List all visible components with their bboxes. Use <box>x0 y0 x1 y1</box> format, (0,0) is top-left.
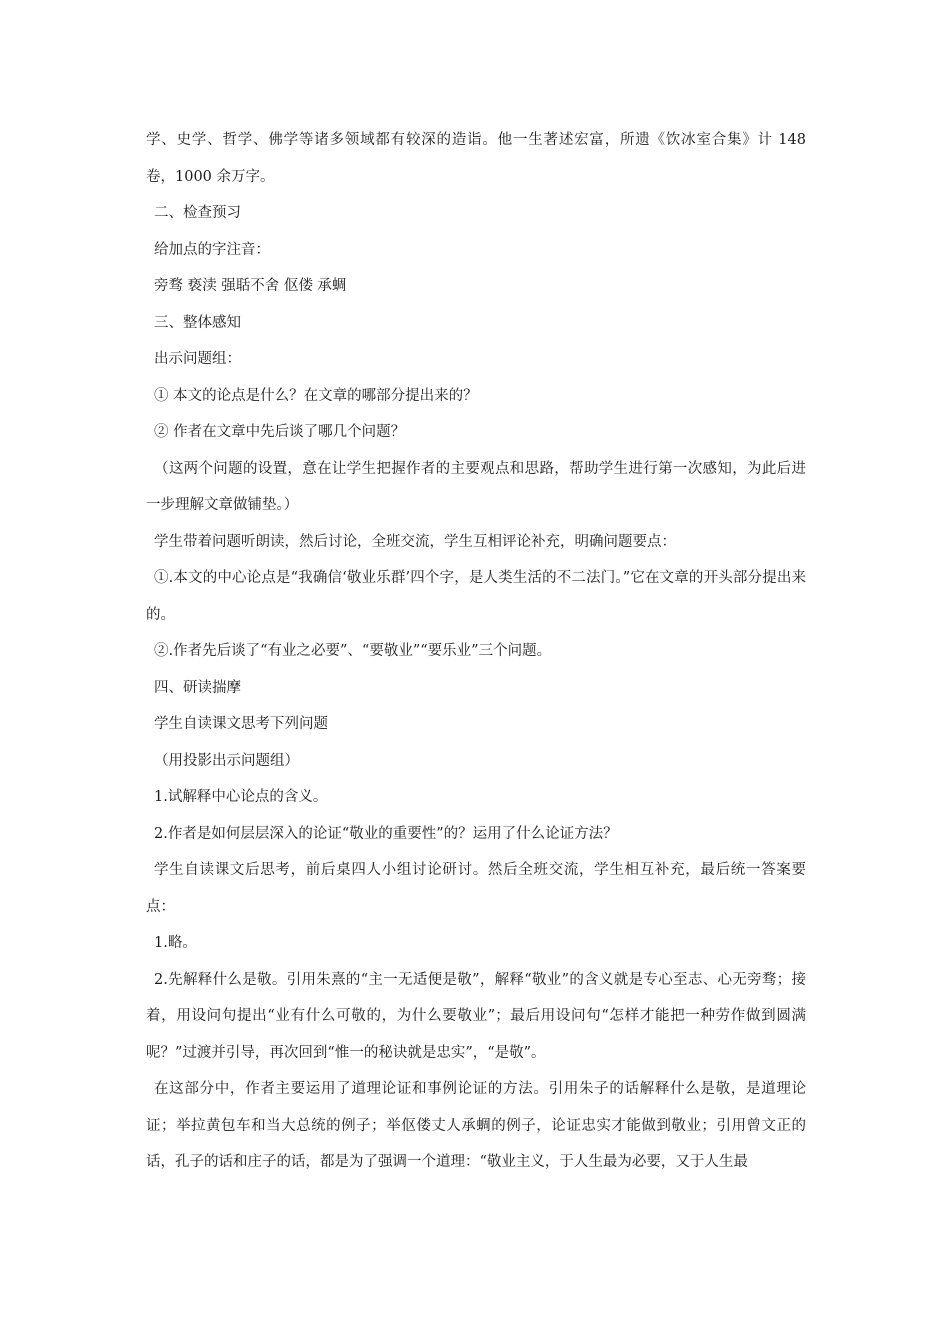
paragraph-question-purpose: （这两个问题的设置，意在让学生把握作者的主要观点和思路，帮助学生进行第一次感知，为此后进一步理解文章做铺垫。） <box>146 460 806 513</box>
paragraph-argument-methods: 在这部分中，作者主要运用了道理论证和事例论证的方法。引用朱子的话解释什么是敬，是道理论证；举拉黄包车和当大总统的例子；举伛偻丈人承蜩的例子，论证忠实才能做到敬业；引用曾文正的话，孔子的话和庄子的话，都是为了强调一个道理：“敬业主义，于人生最为必要，又于人生最 <box>146 1081 806 1170</box>
paragraph-projection-note: （用投影出示问题组） <box>154 752 299 769</box>
section-heading-study: 四、研读揣摩 <box>154 679 241 696</box>
study-question-2: 2.作者是如何层层深入的论证“敬业的重要性”的？运用了什么论证方法？ <box>154 825 618 842</box>
paragraph-show-questions: 出示问题组： <box>154 351 241 367</box>
paragraph-author-intro-continued: 学、史学、哲学、佛学等诸多领域都有较深的造诣。他一生著述宏富，所遗《饮冰室合集》计 148 卷，1000 余万字。 <box>146 132 806 185</box>
study-question-1: 1.试解释中心论点的含义。 <box>154 789 328 805</box>
section-heading-preview-check: 二、检查预习 <box>154 205 241 221</box>
answer-item-2: ②.作者先后谈了“有业之必要”、“要敬业”“要乐业”三个问题。 <box>154 643 552 659</box>
question-item-1: ① 本文的论点是什么？在文章的哪部分提出来的？ <box>154 387 478 404</box>
section-heading-overall-perception: 三、整体感知 <box>154 314 241 331</box>
paragraph-group-discussion: 学生自读课文后思考，前后桌四人小组讨论研讨。然后全班交流，学生相互补充，最后统一答案要点： <box>146 862 806 915</box>
study-answer-2: 2.先解释什么是敬。引用朱熹的“主一无适便是敬”，解释“敬业”的含义就是专心至志、心无旁骛；接着，用设问句提出“业有什么可敬的，为什么要敬业”；最后用设问句“怎样才能把一种劳作做到圆满呢？”过渡并引导，再次回到“惟一的秘诀就是忠实”，“是敬”。 <box>146 971 806 1061</box>
paragraph-pronunciation-task: 给加点的字注音： <box>154 241 270 258</box>
paragraph-self-study: 学生自读课文思考下列问题 <box>154 716 328 732</box>
question-item-2: ② 作者在文章中先后谈了哪几个问题？ <box>154 424 406 440</box>
study-answer-1: 1.略。 <box>154 935 197 951</box>
paragraph-vocabulary-words: 旁骛 亵渎 强聒不舍 伛偻 承蜩 <box>154 278 347 294</box>
document-body <box>146 122 806 1181</box>
answer-item-1: ①.本文的中心论点是“我确信‘敬业乐群’四个字，是人类生活的不二法门。”它在文章的开头部分提出来的。 <box>146 570 806 623</box>
paragraph-listen-discuss: 学生带着问题听朗读，然后讨论，全班交流，学生互相评论补充，明确问题要点： <box>154 533 676 550</box>
